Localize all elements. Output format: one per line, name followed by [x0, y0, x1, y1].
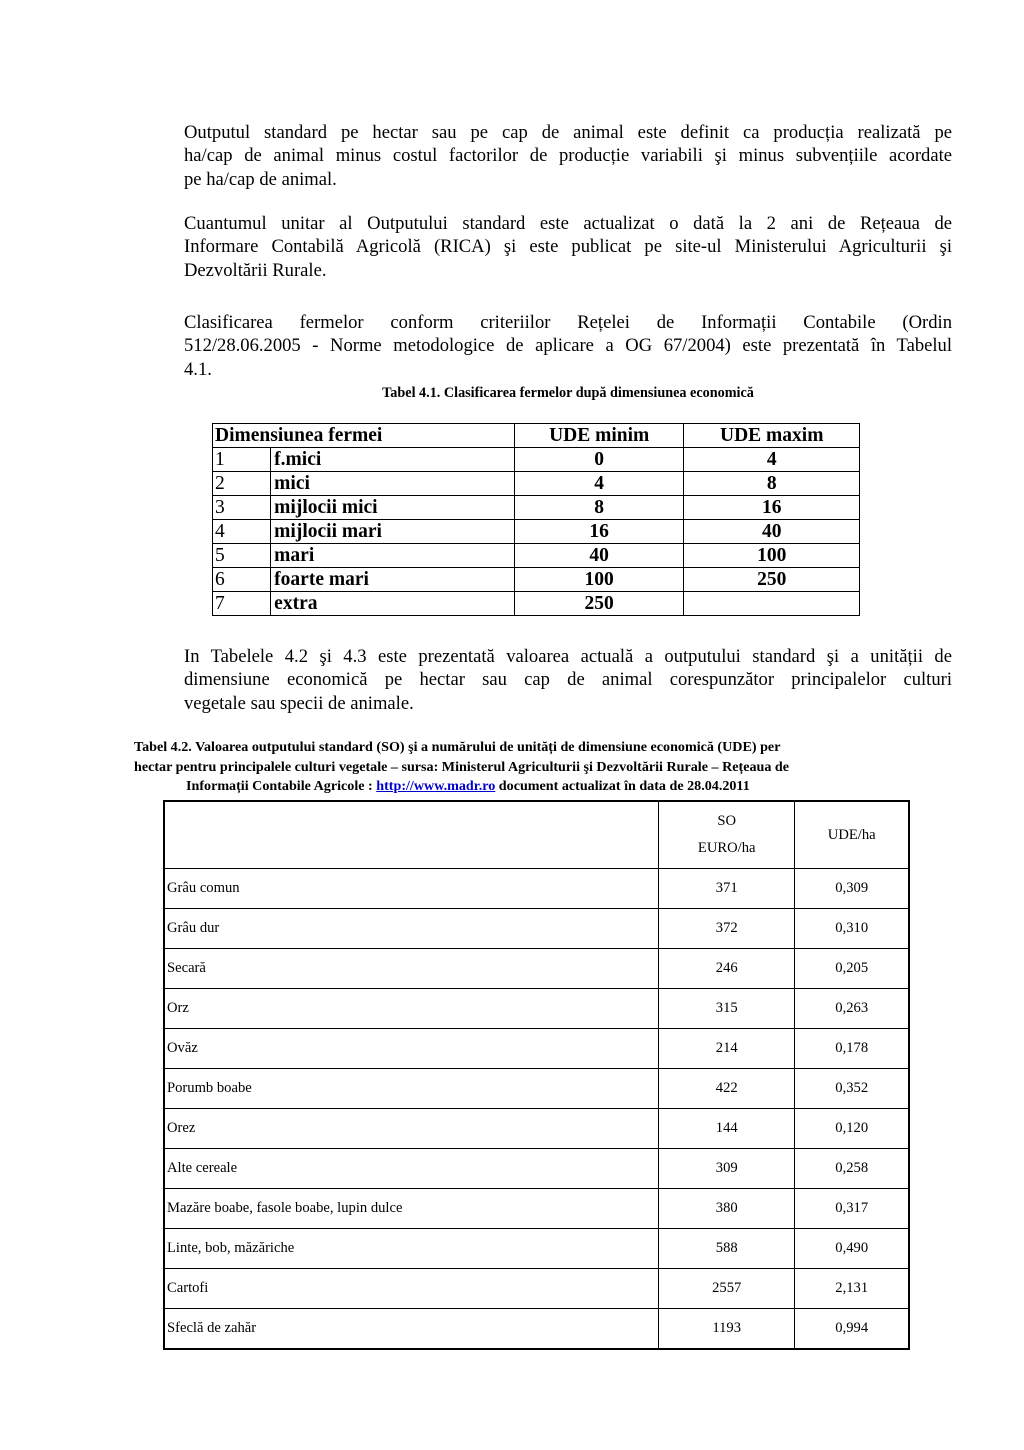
cell-crop: Orez: [164, 1109, 658, 1149]
paragraph-output-definition: [184, 121, 952, 191]
cell-ude-max: 16: [684, 496, 860, 520]
paragraph-line: In Tabelele 4.2 şi 4.3 este prezentată valoarea actuală a outputului standard şi a unității de: [184, 646, 952, 667]
paragraph-output-update: [184, 212, 952, 282]
table-row: [164, 1069, 909, 1109]
cell-crop: Linte, bob, măzăriche: [164, 1229, 658, 1269]
cell-index: 4: [213, 520, 271, 544]
table-row: [164, 949, 909, 989]
cell-farm-size: mijlocii mari: [271, 520, 515, 544]
cell-ude-min: 100: [514, 568, 684, 592]
cell-crop: Grâu comun: [164, 869, 658, 909]
cell-index: 5: [213, 544, 271, 568]
caption-line: hectar pentru principalele culturi vegetale – sursa: Ministerul Agriculturii şi Dezvoltării Rurale – Rețeaua de: [134, 758, 789, 775]
cell-ude-max: 40: [684, 520, 860, 544]
cell-so: 2557: [658, 1269, 794, 1309]
paragraph-line: pe ha/cap de animal.: [184, 168, 337, 190]
table-row: [164, 1229, 909, 1269]
cell-crop: Sfeclă de zahăr: [164, 1309, 658, 1350]
cell-so: 246: [658, 949, 794, 989]
cell-ude: 0,309: [795, 869, 909, 909]
cell-crop: Ovăz: [164, 1029, 658, 1069]
table-row: [213, 496, 860, 520]
table-row: [164, 1189, 909, 1229]
cell-ude: 0,490: [795, 1229, 909, 1269]
cell-farm-size: f.mici: [271, 448, 515, 472]
paragraph-line: 4.1.: [184, 358, 212, 380]
table-4-2-caption: [134, 738, 946, 797]
cell-ude-min: 4: [514, 472, 684, 496]
paragraph-line: vegetale sau specii de animale.: [184, 692, 414, 714]
caption-line: [134, 777, 946, 797]
cell-ude: 0,120: [795, 1109, 909, 1149]
paragraph-line: Dezvoltării Rurale.: [184, 259, 327, 281]
paragraph-line: Informare Contabilă Agricolă (RICA) şi este publicat pe site-ul Ministerului Agriculturii şi: [184, 236, 952, 258]
paragraph-line: Cuantumul unitar al Outputului standard este actualizat o dată la 2 ani de Rețeaua de: [184, 213, 952, 234]
caption-text: Informații Contabile Agricole :: [186, 778, 377, 795]
paragraph-line: 512/28.06.2005 - Norme metodologice de aplicare a OG 67/2004) este prezentată în Tabelul: [184, 335, 952, 357]
table-row: [164, 1109, 909, 1149]
caption-line: Tabel 4.2. Valoarea outputului standard (SO) şi a numărului de unități de dimensiune economică (UDE) per: [134, 739, 781, 755]
table-row: [213, 544, 860, 568]
cell-so: 1193: [658, 1309, 794, 1350]
cell-ude-min: 16: [514, 520, 684, 544]
table-header-row: [164, 801, 909, 869]
header-ude-max: UDE maxim: [684, 424, 860, 448]
cell-ude: 0,310: [795, 909, 909, 949]
header-so-unit: EURO/ha: [697, 840, 756, 856]
cell-ude: 2,131: [795, 1269, 909, 1309]
paragraph-tables-intro: [184, 645, 952, 715]
paragraph-farm-classification: [184, 311, 952, 381]
paragraph-line: Outputul standard pe hectar sau pe cap de animal este definit ca producția realizată pe: [184, 122, 952, 143]
table-row: [213, 592, 860, 616]
cell-ude: 0,352: [795, 1069, 909, 1109]
cell-index: 2: [213, 472, 271, 496]
cell-index: 7: [213, 592, 271, 616]
cell-crop: Orz: [164, 989, 658, 1029]
cell-so: 380: [658, 1189, 794, 1229]
table-row: [164, 1029, 909, 1069]
cell-farm-size: extra: [271, 592, 515, 616]
cell-index: 3: [213, 496, 271, 520]
table-row: [164, 1269, 909, 1309]
header-empty-cell: [164, 801, 658, 869]
paragraph-line: Clasificarea fermelor conform criteriilor Rețelei de Informații Contabile (Ordin: [184, 312, 952, 333]
cell-ude: 0,317: [795, 1189, 909, 1229]
header-so-label: SO: [717, 813, 737, 829]
cell-ude-min: 250: [514, 592, 684, 616]
cell-ude: 0,263: [795, 989, 909, 1029]
madr-link[interactable]: http://www.madr.ro: [376, 778, 496, 795]
cell-farm-size: mari: [271, 544, 515, 568]
cell-ude-max: 250: [684, 568, 860, 592]
cell-crop: Alte cereale: [164, 1149, 658, 1189]
table-row: [164, 1309, 909, 1350]
cell-ude-max: [684, 592, 860, 616]
cell-index: 1: [213, 448, 271, 472]
cell-ude-min: 0: [514, 448, 684, 472]
cell-farm-size: foarte mari: [271, 568, 515, 592]
table-row: [164, 1149, 909, 1189]
cell-ude-max: 100: [684, 544, 860, 568]
table-row: [213, 448, 860, 472]
cell-so: 588: [658, 1229, 794, 1269]
cell-so: 144: [658, 1109, 794, 1149]
table-4-1-caption: Tabel 4.1. Clasificarea fermelor după dimensiunea economică: [382, 385, 754, 401]
paragraph-line: ha/cap de animal minus costul factorilor de producție variabili şi minus subvențiile acordate: [184, 145, 952, 167]
cell-ude: 0,994: [795, 1309, 909, 1350]
cell-crop: Mazăre boabe, fasole boabe, lupin dulce: [164, 1189, 658, 1229]
standard-output-table: [163, 800, 910, 1350]
cell-so: 315: [658, 989, 794, 1029]
header-ude-ha: UDE/ha: [795, 801, 909, 869]
cell-crop: Porumb boabe: [164, 1069, 658, 1109]
cell-ude-max: 8: [684, 472, 860, 496]
table-row: [213, 520, 860, 544]
cell-so: 214: [658, 1029, 794, 1069]
cell-ude-min: 40: [514, 544, 684, 568]
cell-farm-size: mici: [271, 472, 515, 496]
cell-ude: 0,258: [795, 1149, 909, 1189]
cell-so: 371: [658, 869, 794, 909]
cell-farm-size: mijlocii mici: [271, 496, 515, 520]
paragraph-line: dimensiune economică pe hectar sau cap de animal corespunzător principalelor culturi: [184, 669, 952, 691]
cell-crop: Secară: [164, 949, 658, 989]
table-row: [164, 989, 909, 1029]
header-ude-min: UDE minim: [514, 424, 684, 448]
header-so: [658, 801, 794, 869]
cell-crop: Grâu dur: [164, 909, 658, 949]
cell-ude-min: 8: [514, 496, 684, 520]
cell-so: 309: [658, 1149, 794, 1189]
cell-index: 6: [213, 568, 271, 592]
cell-ude-max: 4: [684, 448, 860, 472]
cell-so: 422: [658, 1069, 794, 1109]
cell-ude: 0,178: [795, 1029, 909, 1069]
caption-text: document actualizat în data de 28.04.2011: [495, 778, 750, 795]
table-header-row: [213, 424, 860, 448]
table-row: [164, 869, 909, 909]
header-farm-size: Dimensiunea fermei: [213, 424, 515, 448]
table-row: [164, 909, 909, 949]
farm-size-table: [212, 423, 860, 616]
cell-crop: Cartofi: [164, 1269, 658, 1309]
table-row: [213, 472, 860, 496]
cell-ude: 0,205: [795, 949, 909, 989]
cell-so: 372: [658, 909, 794, 949]
table-row: [213, 568, 860, 592]
